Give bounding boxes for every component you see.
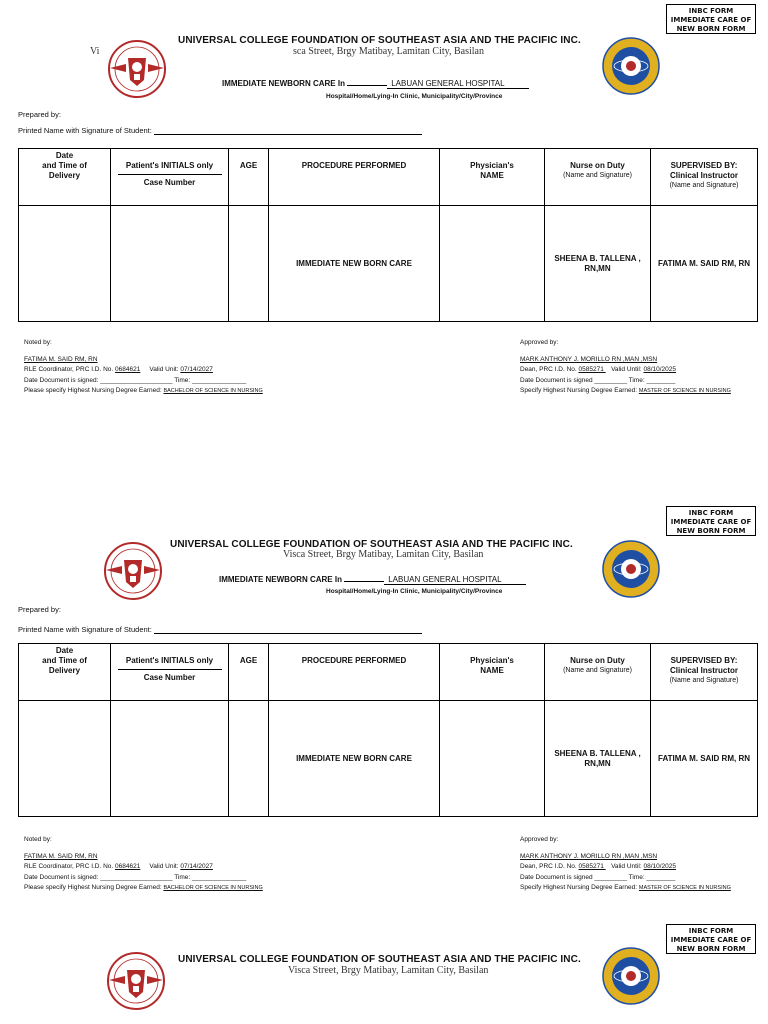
- table-row: [19, 206, 758, 322]
- approved-by-block: Approved by: MARK ANTHONY J. MORILLO RN ,MAN ,MSN Dean, PRC I.D. No. 0585271 Valid Until: 08/10/2025 Date Document is signed _________ Time: ________ Specify Highest Nursing Degree Earned: MASTER OF SCIENCE IN NURSING: [520, 339, 731, 394]
- form-id-box: INBC FORM IMMEDIATE CARE OF NEW BORN FORM: [666, 506, 756, 536]
- table-header-row: [19, 149, 758, 206]
- cell-initials[interactable]: [111, 701, 229, 817]
- newborn-care-table: [18, 148, 758, 322]
- care-location-hint: Hospital/Home/Lying-In Clinic, Municipality/City/Province: [326, 588, 503, 595]
- school-address: sca Street, Brgy Matibay, Lamitan City, Basilan: [293, 46, 484, 57]
- col-procedure: PROCEDURE PERFORMED: [269, 644, 440, 701]
- care-location-line: IMMEDIATE NEWBORN CARE In LABUAN GENERAL HOSPITAL: [222, 79, 529, 89]
- care-location-hint: Hospital/Home/Lying-In Clinic, Municipality/City/Province: [326, 93, 503, 100]
- form-id-box: INBC FORM IMMEDIATE CARE OF NEW BORN FORM: [666, 4, 756, 34]
- table-header-row: [19, 644, 758, 701]
- approved-name: MARK ANTHONY J. MORILLO RN ,MAN ,MSN: [520, 852, 658, 860]
- cell-physician[interactable]: [440, 206, 545, 322]
- cell-age[interactable]: [229, 701, 269, 817]
- col-age: AGE: [229, 644, 269, 701]
- col-supervised: SUPERVISED BY: Clinical Instructor (Name and Signature): [651, 149, 758, 206]
- noted-name: FATIMA M. SAID RM, RN: [24, 355, 98, 363]
- prc-seal-logo: [601, 539, 661, 599]
- col-patient-initials: Patient's INITIALS only Case Number: [111, 149, 229, 206]
- school-name: UNIVERSAL COLLEGE FOUNDATION OF SOUTHEAST ASIA AND THE PACIFIC INC.: [178, 954, 581, 965]
- noted-by-block: Noted by: FATIMA M. SAID RM, RN RLE Coordinator, PRC I.D. No. 0684621 Valid Unit: 07/14/2027 Date Document is signed: ____________________ Time: _______________ Please specify Highest Nursing Degree Earned: BACHELOR OF SCIENCE IN NURSING: [24, 339, 263, 394]
- col-physician: Physician's NAME: [440, 644, 545, 701]
- noted-name: FATIMA M. SAID RM, RN: [24, 852, 98, 860]
- prepared-by-label: Prepared by:: [18, 110, 61, 119]
- school-name: UNIVERSAL COLLEGE FOUNDATION OF SOUTHEAST ASIA AND THE PACIFIC INC.: [170, 539, 573, 550]
- cell-nurse: SHEENA B. TALLENA , RN,MN: [545, 206, 651, 322]
- newborn-care-table: [18, 643, 758, 817]
- cell-physician[interactable]: [440, 701, 545, 817]
- school-name: UNIVERSAL COLLEGE FOUNDATION OF SOUTHEAST ASIA AND THE PACIFIC INC.: [178, 35, 581, 46]
- hospital-field: LABUAN GENERAL HOSPITAL: [387, 79, 528, 89]
- col-procedure: PROCEDURE PERFORMED: [269, 149, 440, 206]
- cell-procedure: IMMEDIATE NEW BORN CARE: [269, 206, 440, 322]
- cell-supervisor: FATIMA M. SAID RM, RN: [651, 701, 758, 817]
- cell-initials[interactable]: [111, 206, 229, 322]
- prepared-by-label: Prepared by:: [18, 605, 61, 614]
- school-address: Visca Street, Brgy Matibay, Lamitan City, Basilan: [288, 965, 489, 976]
- col-physician: Physician's NAME: [440, 149, 545, 206]
- care-location-line: IMMEDIATE NEWBORN CARE In LABUAN GENERAL HOSPITAL: [219, 575, 526, 585]
- hospital-field: LABUAN GENERAL HOSPITAL: [384, 575, 525, 585]
- approved-by-block: Approved by: MARK ANTHONY J. MORILLO RN ,MAN ,MSN Dean, PRC I.D. No. 0585271 Valid Until: 08/10/2025 Date Document is signed _________ Time: ________ Specify Highest Nursing Degree Earned: MASTER OF SCIENCE IN NURSING: [520, 836, 731, 891]
- printed-name-line: Printed Name with Signature of Student:: [18, 625, 422, 634]
- cell-age[interactable]: [229, 206, 269, 322]
- address-prefix: Vi: [90, 46, 100, 57]
- cell-supervisor: FATIMA M. SAID RM, RN: [651, 206, 758, 322]
- form-section-3: [0, 920, 768, 1024]
- col-nurse: Nurse on Duty (Name and Signature): [545, 149, 651, 206]
- col-supervised: SUPERVISED BY: Clinical Instructor (Name and Signature): [651, 644, 758, 701]
- prc-seal-logo: [601, 36, 661, 96]
- col-nurse: Nurse on Duty (Name and Signature): [545, 644, 651, 701]
- printed-name-line: Printed Name with Signature of Student:: [18, 126, 422, 135]
- cell-date[interactable]: [19, 701, 111, 817]
- form-section-2: [0, 502, 768, 922]
- college-seal-logo: [106, 38, 168, 100]
- col-date: Date and Time of Delivery: [19, 644, 111, 701]
- noted-by-block: Noted by: FATIMA M. SAID RM, RN RLE Coordinator, PRC I.D. No. 0684621 Valid Unit: 07/14/2027 Date Document is signed: ____________________ Time: _______________ Please specify Highest Nursing Degree Earned: BACHELOR OF SCIENCE IN NURSING: [24, 836, 263, 891]
- cell-procedure: IMMEDIATE NEW BORN CARE: [269, 701, 440, 817]
- approved-name: MARK ANTHONY J. MORILLO RN ,MAN ,MSN: [520, 355, 658, 363]
- form-id-box: INBC FORM IMMEDIATE CARE OF NEW BORN FORM: [666, 924, 756, 954]
- col-patient-initials: Patient's INITIALS only Case Number: [111, 644, 229, 701]
- cell-nurse: SHEENA B. TALLENA , RN,MN: [545, 701, 651, 817]
- prc-seal-logo: [601, 946, 661, 1006]
- col-date: Date and Time of Delivery: [19, 149, 111, 206]
- table-row: [19, 701, 758, 817]
- college-seal-logo: [105, 950, 167, 1012]
- cell-date[interactable]: [19, 206, 111, 322]
- school-address: Visca Street, Brgy Matibay, Lamitan City, Basilan: [283, 549, 484, 560]
- col-age: AGE: [229, 149, 269, 206]
- form-section-1: [0, 0, 768, 420]
- college-seal-logo: [102, 540, 164, 602]
